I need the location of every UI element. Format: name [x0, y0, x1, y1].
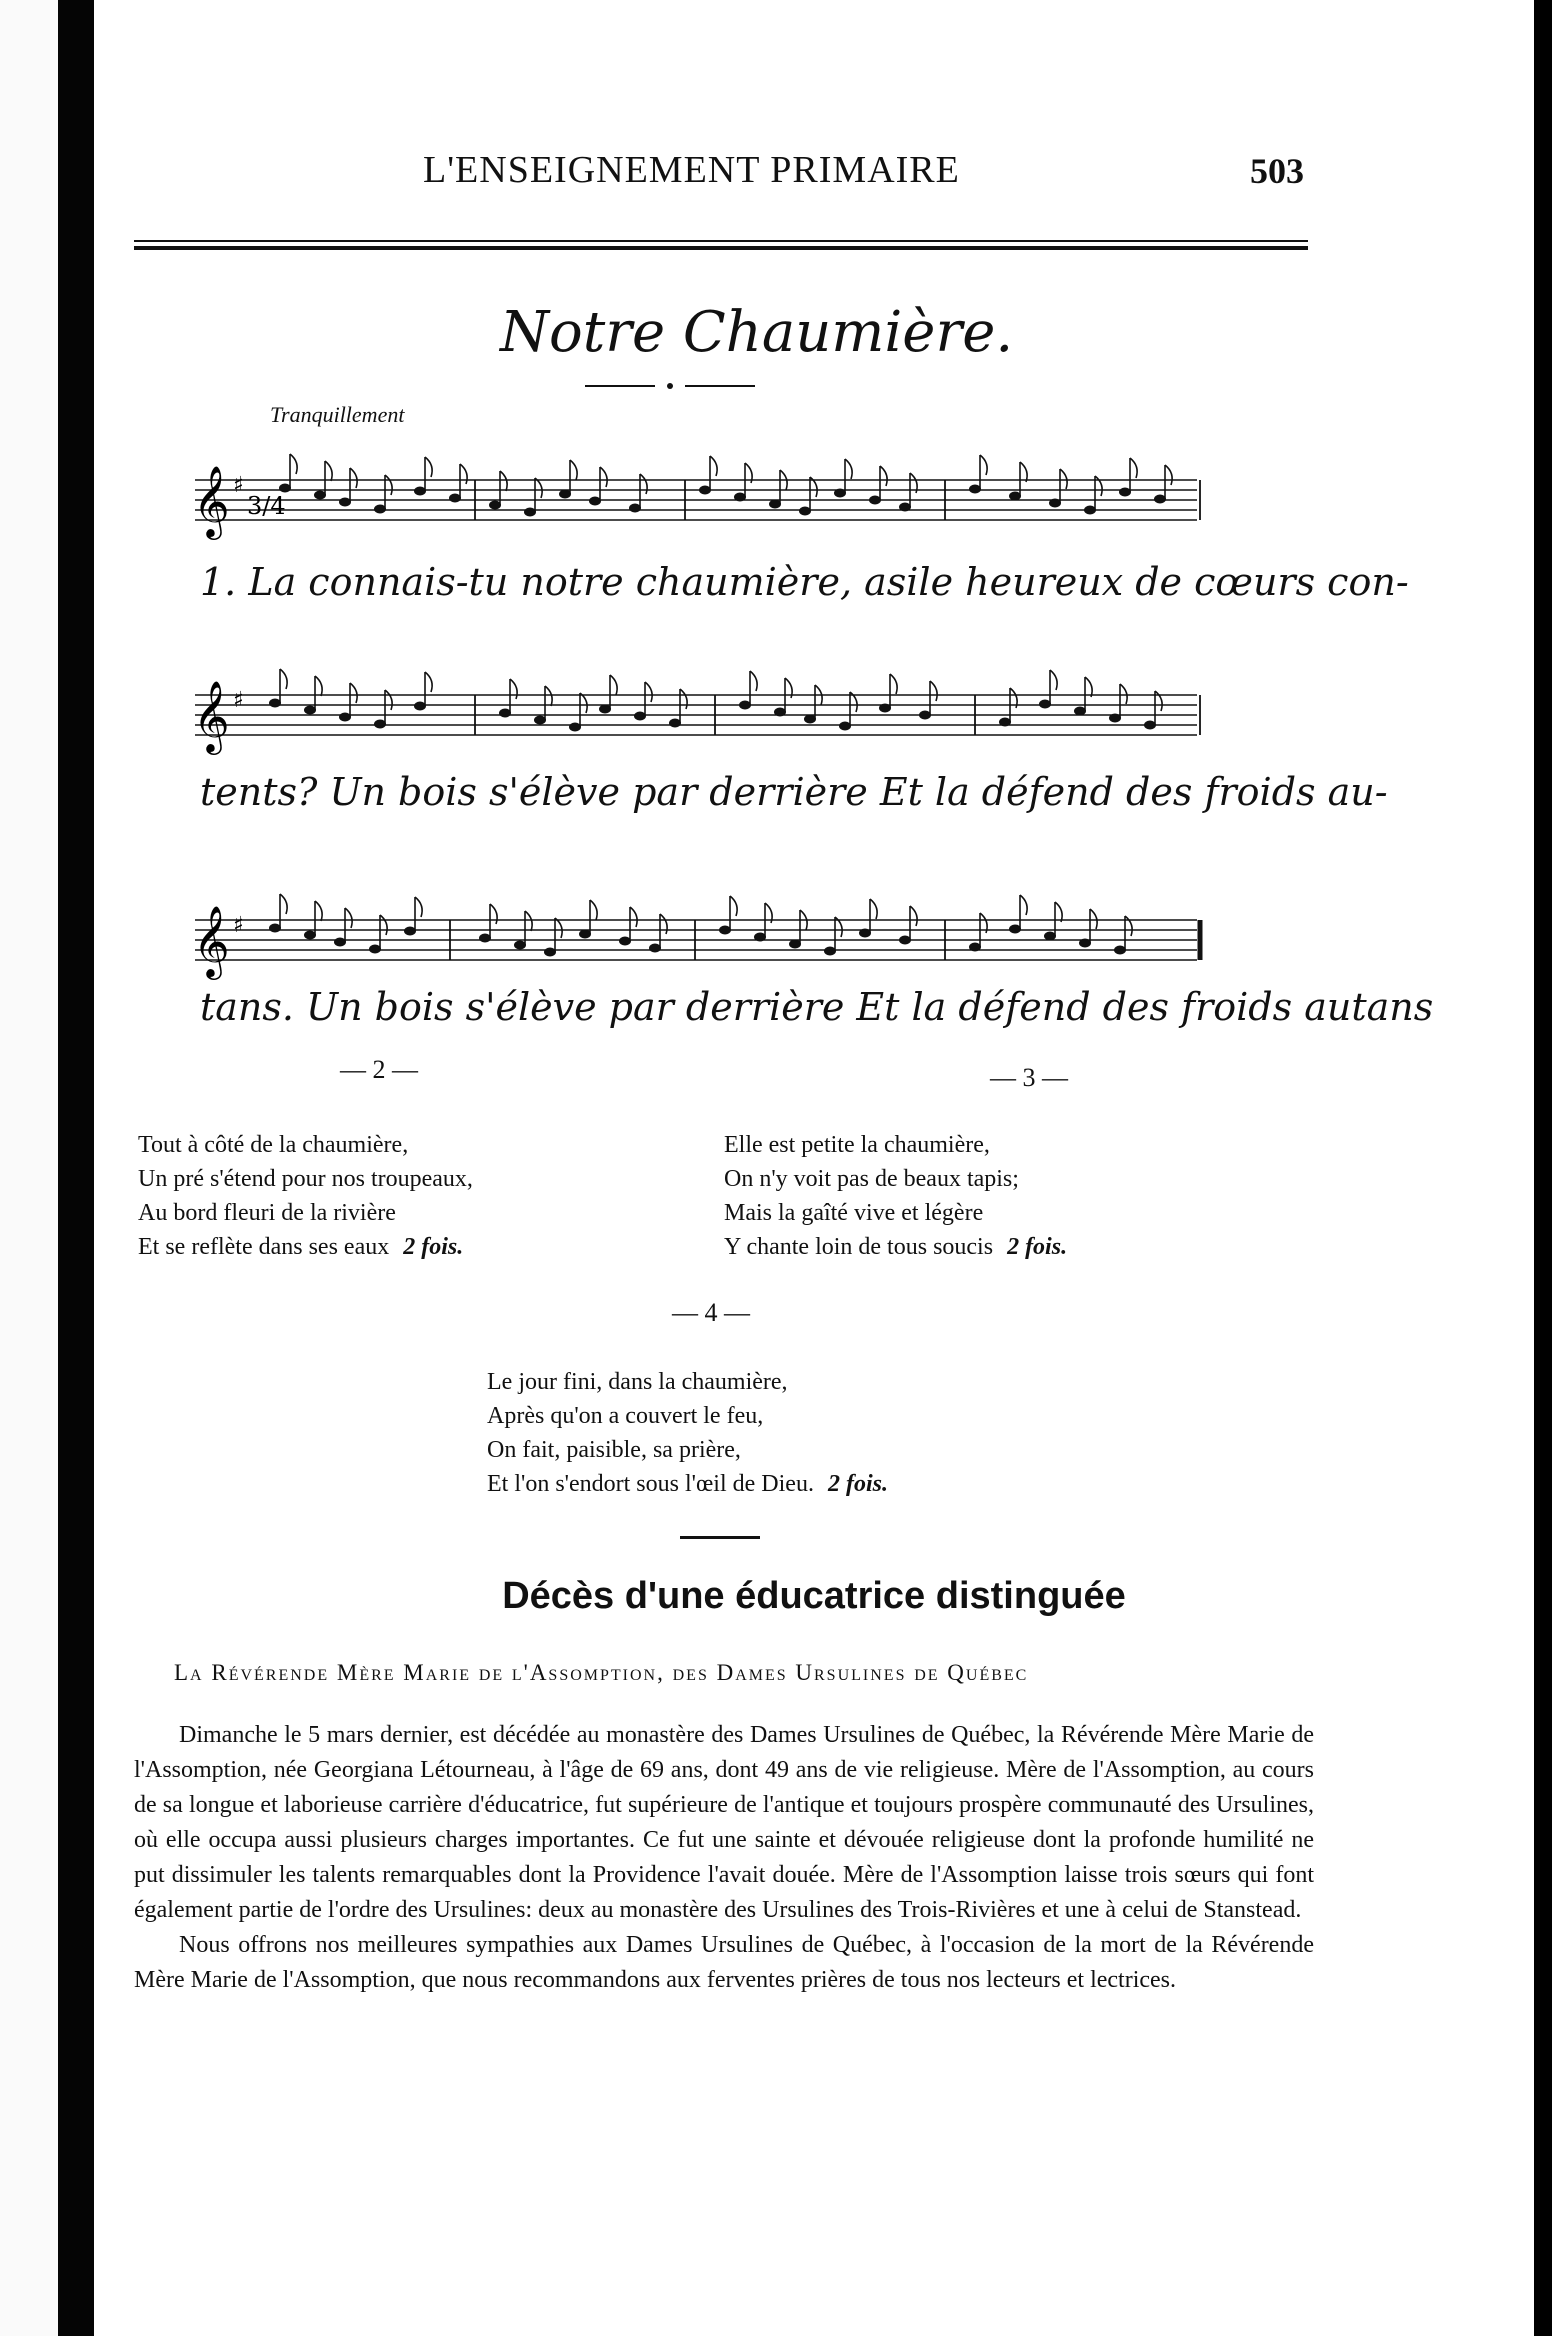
note-head: [1044, 932, 1056, 941]
note-flag: [600, 467, 607, 487]
note-flag: [750, 671, 757, 691]
note-flag: [610, 675, 617, 695]
obituary-body: [134, 1718, 1314, 1998]
treble-clef-icon: 𝄞: [193, 679, 230, 752]
note-flag: [325, 461, 332, 481]
note-flag: [890, 674, 897, 694]
verse-line: Un pré s'étend pour nos troupeaux,: [138, 1166, 473, 1192]
note-flag: [930, 681, 937, 701]
note-flag: [1050, 670, 1057, 690]
verse-4-number: — 4 —: [672, 1298, 750, 1327]
book-gutter: [58, 0, 94, 2336]
note-flag: [510, 679, 517, 699]
verse-line: Elle est petite la chaumière,: [724, 1132, 990, 1158]
note-flag: [1095, 476, 1102, 496]
verse-line: Après qu'on a couvert le feu,: [487, 1403, 764, 1429]
page-number: 503: [1250, 151, 1304, 191]
lyric-line-1: 1. La connais-tu notre chaumière, asile heureux de cœurs con-: [200, 560, 1409, 604]
note-flag: [980, 455, 987, 475]
note-flag: [350, 683, 357, 703]
note-flag: [290, 454, 297, 474]
note-head: [1119, 488, 1131, 497]
note-flag: [645, 682, 652, 702]
music-staff-1: [185, 440, 1205, 540]
note-flag: [880, 466, 887, 486]
note-flag: [680, 689, 687, 709]
note-flag: [535, 478, 542, 498]
obituary-paragraph: Nous offrons nos meilleures sympathies aux Dames Ursulines de Québec, à l'occasion de la mort de la Révérende Mère Marie de l'Assomption, que nous recommandons aux ferventes prières de tous nos lecteurs et lectrices.: [134, 1932, 1314, 1993]
verse-line: Au bord fleuri de la rivière: [138, 1200, 396, 1226]
note-flag: [1055, 902, 1062, 922]
note-head: [1079, 939, 1091, 948]
note-flag: [315, 901, 322, 921]
note-flag: [500, 471, 507, 491]
note-flag: [590, 900, 597, 920]
note-flag: [660, 914, 667, 934]
note-flag: [555, 918, 562, 938]
tempo-marking: Tranquillement: [270, 402, 405, 427]
note-flag: [525, 911, 532, 931]
obituary-subtitle: La Révérende Mère Marie de l'Assomption, des Dames Ursulines de Québec: [174, 1660, 1029, 1685]
verse-line: Tout à côté de la chaumière,: [138, 1132, 409, 1158]
note-flag: [1155, 691, 1162, 711]
note-head: [1084, 506, 1096, 515]
key-signature-sharp: ♯: [233, 688, 244, 713]
title-ornament: [580, 380, 760, 392]
note-flag: [870, 899, 877, 919]
header-rule-top: [134, 240, 1308, 242]
note-flag: [490, 904, 497, 924]
note-flag: [1060, 469, 1067, 489]
note-flag: [1130, 458, 1137, 478]
note-flag: [425, 672, 432, 692]
note-flag: [580, 693, 587, 713]
note-head: [1049, 499, 1061, 508]
verse-line: Et l'on s'endort sous l'œil de Dieu.: [487, 1471, 814, 1497]
note-flag: [1125, 916, 1132, 936]
note-head: [1109, 714, 1121, 723]
note-head: [1154, 495, 1166, 504]
note-flag: [1120, 684, 1127, 704]
verse-line: Et se reflète dans ses eaux: [138, 1234, 390, 1260]
verse-line: Le jour fini, dans la chaumière,: [487, 1369, 788, 1395]
note-flag: [280, 669, 287, 689]
key-signature-sharp: ♯: [233, 913, 244, 938]
song-title: Notre Chaumière.: [500, 300, 1014, 365]
verse-4: [487, 1365, 888, 1501]
note-flag: [730, 896, 737, 916]
note-flag: [345, 908, 352, 928]
repeat-marker: 2 fois.: [403, 1234, 464, 1260]
note-flag: [425, 457, 432, 477]
note-flag: [1020, 895, 1027, 915]
lyric-line-2: tents? Un bois s'élève par derrière Et la défend des froids au-: [200, 770, 1388, 814]
note-flag: [380, 915, 387, 935]
note-flag: [1090, 909, 1097, 929]
time-signature: 3/4: [247, 492, 286, 520]
repeat-marker: 2 fois.: [827, 1471, 888, 1497]
key-signature-sharp: ♯: [233, 473, 244, 498]
verse-line: On n'y voit pas de beaux tapis;: [724, 1166, 1019, 1192]
note-flag: [315, 676, 322, 696]
note-flag: [910, 906, 917, 926]
note-flag: [1020, 462, 1027, 482]
lyric-line-3: tans. Un bois s'élève par derrière Et la défend des froids autans: [200, 985, 1434, 1029]
note-flag: [280, 894, 287, 914]
obituary-paragraph: Dimanche le 5 mars dernier, est décédée au monastère des Dames Ursulines de Québec, la Révérende Mère Marie de l'Assomption, née Georgiana Létourneau, à l'âge de 69 ans, dont 49 ans de vie religieuse. Mère de l'Assomption, au cours de sa longue et laborieuse carrière d'éducatrice, fut supérieure de l'antique et toujours prospère communauté des Ursulines, où elle occupa aussi plusieurs charges importantes. Ce fut une sainte et dévouée religieuse dont la profonde humilité ne put dissimuler les talents remarquables dont la Providence l'avait douée. Mère de l'Assomption laisse trois sœurs qui font également partie de l'ordre des Ursulines: deux au monastère des Ursulines des Trois-Rivières et une à celui de Stanstead.: [134, 1722, 1314, 1923]
verse-3-number: — 3 —: [990, 1063, 1068, 1092]
music-staff-3: [185, 880, 1205, 980]
note-flag: [415, 897, 422, 917]
scan-right-edge: [1534, 0, 1552, 2336]
note-flag: [385, 475, 392, 495]
verse-2-number: — 2 —: [340, 1055, 418, 1084]
note-head: [1144, 721, 1156, 730]
verse-line: Mais la gaîté vive et légère: [724, 1200, 984, 1226]
note-head: [1114, 946, 1126, 955]
note-flag: [710, 456, 717, 476]
verse-line: On fait, paisible, sa prière,: [487, 1437, 741, 1463]
music-staff-2: [185, 655, 1205, 755]
note-flag: [545, 686, 552, 706]
note-flag: [1085, 677, 1092, 697]
treble-clef-icon: 𝄞: [193, 464, 230, 537]
header-rule-bottom: [134, 246, 1308, 250]
note-flag: [640, 474, 647, 494]
obituary-title: Décès d'une éducatrice distinguée: [502, 1575, 1126, 1617]
running-title: L'ENSEIGNEMENT PRIMAIRE: [423, 149, 960, 191]
note-flag: [385, 690, 392, 710]
note-flag: [570, 460, 577, 480]
verse-3: [724, 1128, 1067, 1264]
treble-clef-icon: 𝄞: [193, 904, 230, 977]
repeat-marker: 2 fois.: [1007, 1234, 1068, 1260]
previous-page-edge: [0, 0, 58, 2336]
note-flag: [630, 907, 637, 927]
note-flag: [1165, 465, 1172, 485]
verse-2: [138, 1128, 473, 1264]
note-flag: [460, 464, 467, 484]
verse-line: Y chante loin de tous soucis: [724, 1234, 994, 1260]
note-head: [1039, 700, 1051, 709]
note-flag: [845, 459, 852, 479]
section-divider: [680, 1536, 760, 1539]
note-flag: [350, 468, 357, 488]
note-head: [1074, 707, 1086, 716]
